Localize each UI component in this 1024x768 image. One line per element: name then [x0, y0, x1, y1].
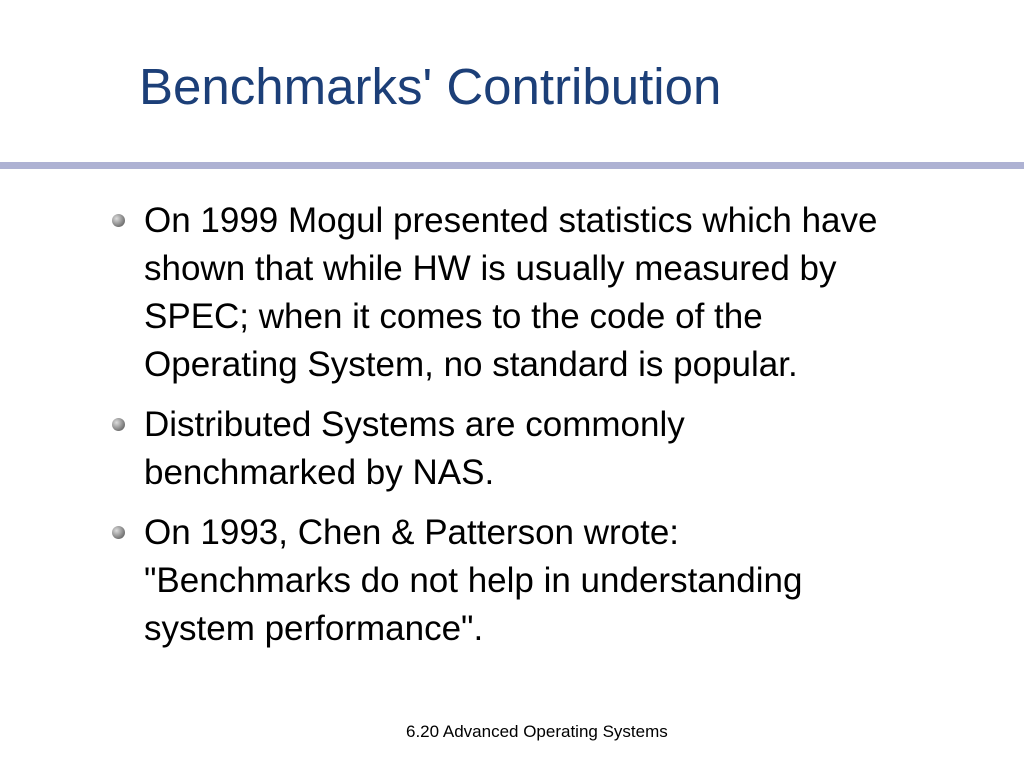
bullet-text-line: system performance". — [144, 609, 484, 648]
title-divider — [0, 162, 1024, 169]
bullet-text-line: On 1993, Chen & Patterson wrote: — [144, 513, 680, 552]
bullet-text-line: benchmarked by NAS. — [144, 453, 495, 492]
bullet-dot-icon — [112, 526, 125, 539]
bullet-dot-icon — [112, 214, 125, 227]
slide-title: Benchmarks' Contribution — [139, 58, 722, 115]
bullet-dot-icon — [112, 418, 125, 431]
bullet-text-line: Operating System, no standard is popular. — [144, 345, 798, 384]
bullet-item — [110, 197, 1000, 389]
bullet-text-line: Distributed Systems are commonly — [144, 405, 685, 444]
bullet-item — [110, 401, 1000, 497]
slide-footer: 6.20 Advanced Operating Systems — [406, 722, 668, 741]
bullet-list — [110, 197, 1000, 665]
bullet-text-line: "Benchmarks do not help in understanding — [144, 561, 803, 600]
bullet-text-line: shown that while HW is usually measured by — [144, 249, 837, 288]
bullet-text-line: SPEC; when it comes to the code of the — [144, 297, 763, 336]
bullet-text-line: On 1999 Mogul presented statistics which have — [144, 201, 878, 240]
bullet-item — [110, 509, 1000, 653]
